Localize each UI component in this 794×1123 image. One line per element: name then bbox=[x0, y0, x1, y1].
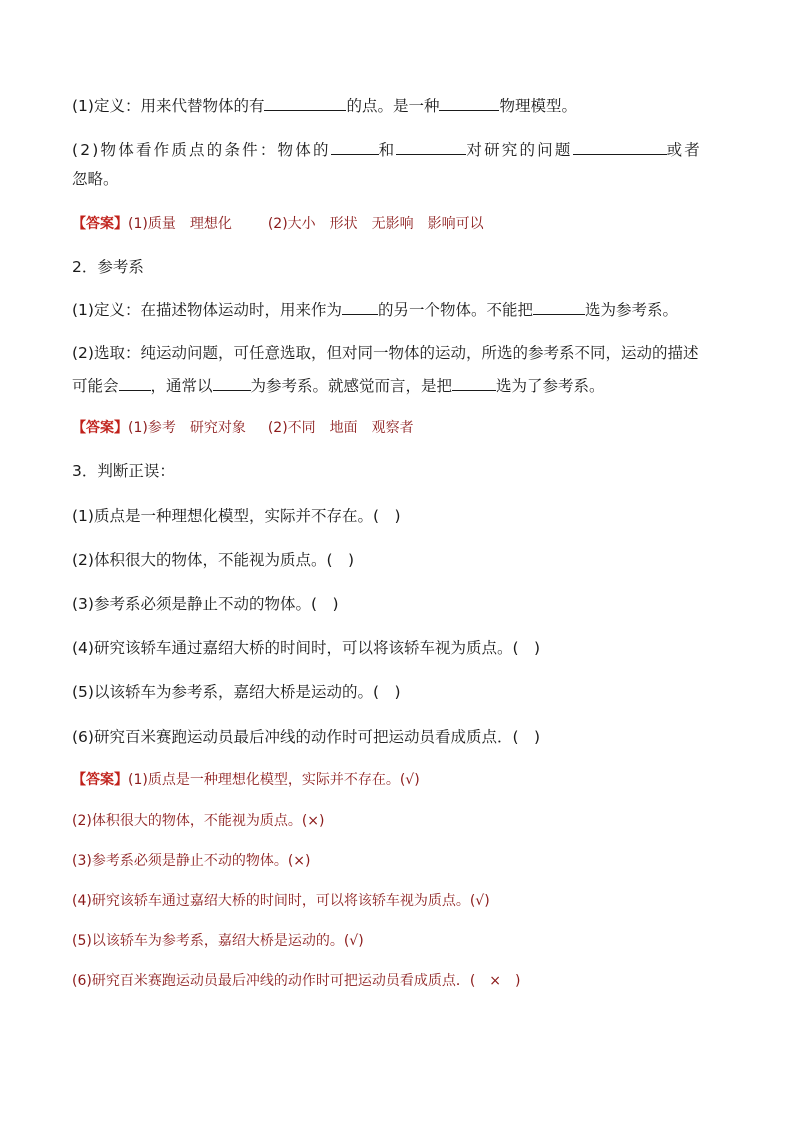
text: 的点。是一种 bbox=[346, 97, 440, 115]
fill-blank bbox=[452, 374, 496, 391]
q3-answer bbox=[72, 891, 490, 911]
question-text: (1)质点是一种理想化模型，实际并不存在。( ) bbox=[72, 507, 401, 525]
q3-item bbox=[72, 681, 401, 703]
answer-text: (3)参考系必须是静止不动的物体。(×) bbox=[72, 853, 311, 869]
text: (2)物体看作质点的条件：物体的 bbox=[72, 141, 331, 159]
q1-answer bbox=[72, 214, 484, 234]
question-text: (2)体积很大的物体，不能视为质点。( ) bbox=[72, 551, 355, 569]
fill-blank bbox=[119, 374, 151, 391]
q2-selection-cont bbox=[72, 374, 605, 397]
section-heading: 3．判断正误： bbox=[72, 462, 175, 480]
answer-text: (2)体积很大的物体，不能视为质点。(×) bbox=[72, 813, 325, 829]
q2-definition bbox=[72, 298, 678, 321]
answer-tag: 【答案】 bbox=[72, 420, 128, 436]
fill-blank bbox=[264, 94, 346, 111]
q1-condition bbox=[72, 138, 702, 161]
q3-answer bbox=[72, 931, 364, 951]
question-text: (3)参考系必须是静止不动的物体。( ) bbox=[72, 595, 339, 613]
answer-text: (2)不同 地面 观察者 bbox=[267, 420, 414, 436]
q3-answer bbox=[72, 811, 325, 831]
fill-blank bbox=[342, 298, 378, 315]
text: 物理模型。 bbox=[499, 97, 577, 115]
q1-condition-cont bbox=[72, 168, 119, 190]
answer-text: (1)质量 理想化 bbox=[128, 216, 232, 232]
answer-text: (1)质点是一种理想化模型，实际并不存在。(√) bbox=[128, 772, 420, 788]
q3-item bbox=[72, 726, 540, 748]
fill-blank bbox=[396, 138, 466, 155]
q2-selection bbox=[72, 342, 698, 364]
fill-blank bbox=[533, 298, 585, 315]
fill-blank bbox=[213, 374, 251, 391]
text: 和 bbox=[378, 141, 397, 159]
text: 选为了参考系。 bbox=[496, 377, 605, 395]
text: 的另一个物体。不能把 bbox=[377, 301, 533, 319]
text: 选为参考系。 bbox=[584, 301, 678, 319]
section-heading: 2．参考系 bbox=[72, 258, 144, 276]
question-text: (5)以该轿车为参考系，嘉绍大桥是运动的。( ) bbox=[72, 683, 401, 701]
question-text: (4)研究该轿车通过嘉绍大桥的时间时，可以将该轿车视为质点。( ) bbox=[72, 639, 541, 657]
text: 忽略。 bbox=[72, 170, 119, 188]
answer-text: (5)以该轿车为参考系，嘉绍大桥是运动的。(√) bbox=[72, 933, 364, 949]
answer-text: (4)研究该轿车通过嘉绍大桥的时间时，可以将该轿车视为质点。(√) bbox=[72, 893, 490, 909]
q3-answer bbox=[72, 851, 311, 871]
q3-answer bbox=[72, 971, 520, 991]
text: (2)选取：纯运动问题，可任意选取，但对同一物体的运动，所选的参考系不同，运动的描述 bbox=[72, 344, 699, 362]
text: (1)定义：在描述物体运动时，用来作为 bbox=[72, 301, 342, 319]
q3-heading bbox=[72, 460, 175, 482]
answer-text: (1)参考 研究对象 bbox=[128, 420, 246, 436]
answer-text: (6)研究百米赛跑运动员最后冲线的动作时可把运动员看成质点．( × ) bbox=[72, 973, 521, 989]
text: (1)定义：用来代替物体的有 bbox=[72, 97, 265, 115]
answer-tag: 【答案】 bbox=[72, 772, 128, 788]
text: 可能会 bbox=[72, 377, 119, 395]
q3-item bbox=[72, 593, 339, 615]
answer-text: (2)大小 形状 无影响 影响可以 bbox=[267, 216, 484, 232]
q3-answer bbox=[72, 770, 420, 790]
text: 或者 bbox=[666, 141, 702, 159]
answer-tag: 【答案】 bbox=[72, 216, 128, 232]
fill-blank bbox=[439, 94, 499, 111]
fill-blank bbox=[573, 138, 667, 155]
text: ，通常以 bbox=[150, 377, 213, 395]
q3-item bbox=[72, 505, 401, 527]
question-text: (6)研究百米赛跑运动员最后冲线的动作时可把运动员看成质点．( ) bbox=[72, 728, 541, 746]
q2-heading bbox=[72, 256, 144, 278]
q3-item bbox=[72, 549, 354, 571]
q2-answer bbox=[72, 418, 414, 438]
fill-blank bbox=[331, 138, 379, 155]
text: 对研究的问题 bbox=[466, 141, 573, 159]
q3-item bbox=[72, 637, 540, 659]
text: 为参考系。就感觉而言，是把 bbox=[250, 377, 453, 395]
q1-definition bbox=[72, 94, 577, 117]
